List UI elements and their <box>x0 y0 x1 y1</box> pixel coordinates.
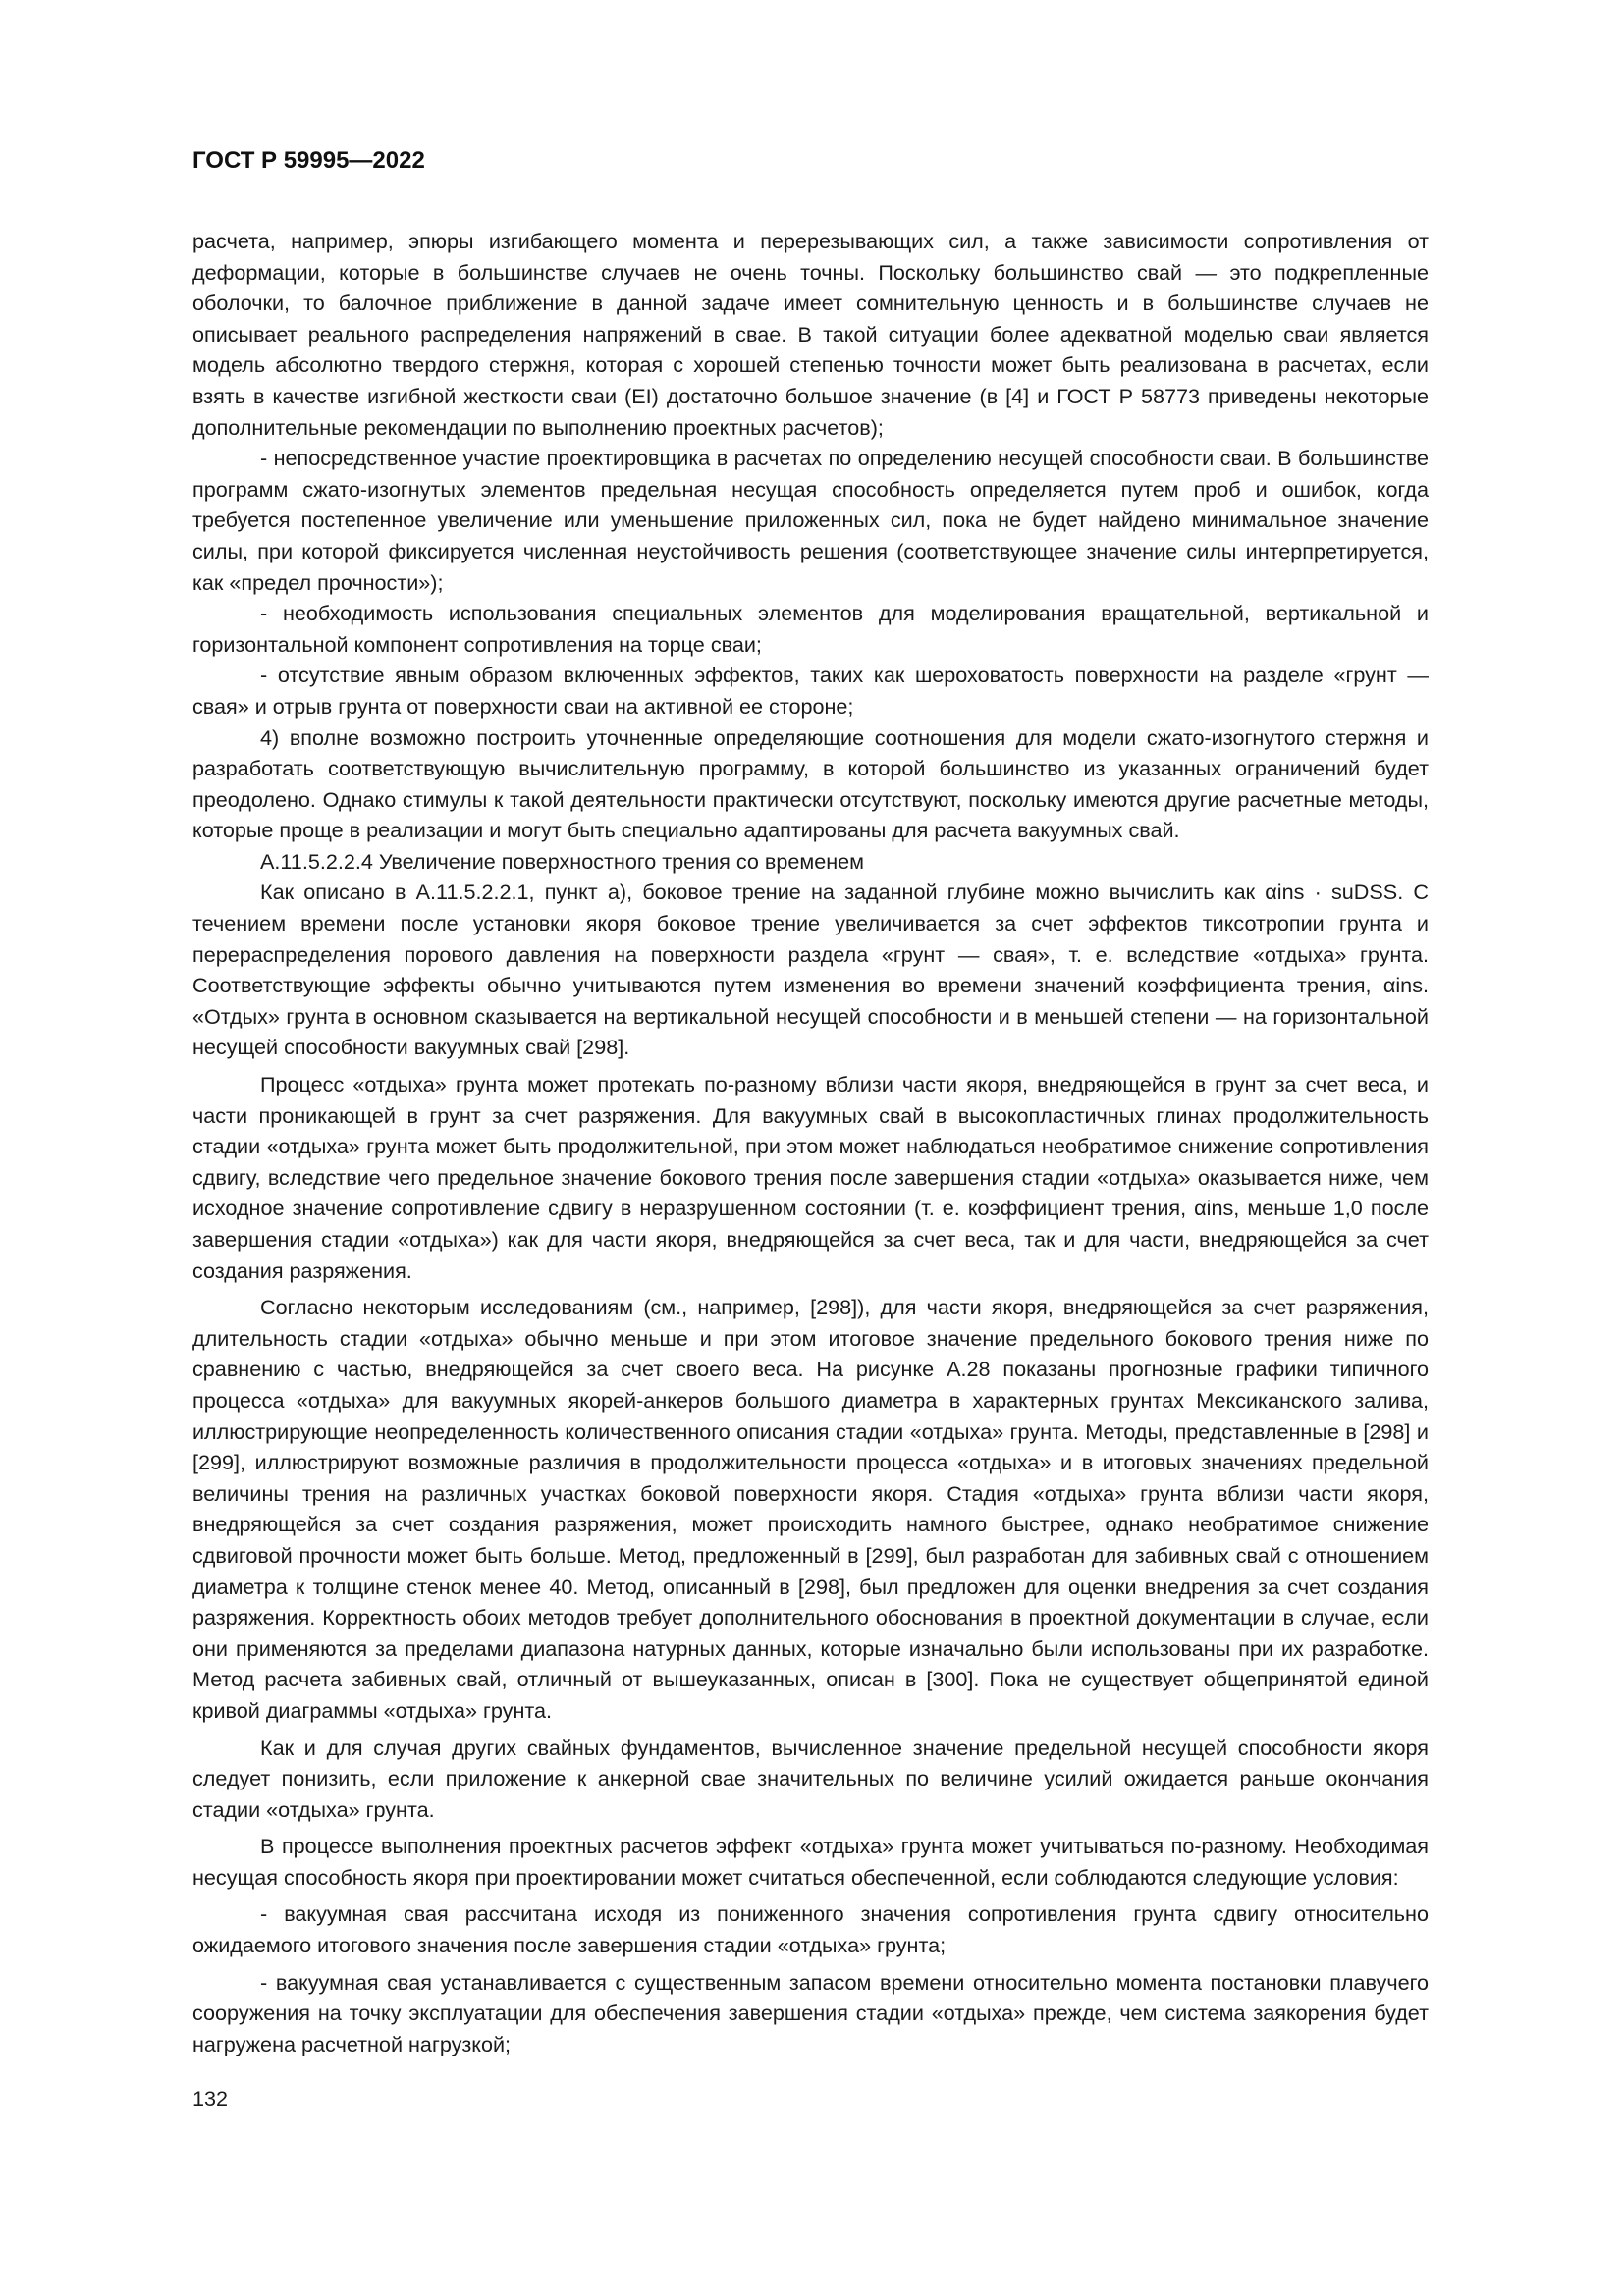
list-item: - отсутствие явным образом включенных эффектов, таких как шероховатость поверхности на разделе «грунт — свая» и отрыв грунта от поверхности сваи на активной ее стороне; <box>192 663 1429 719</box>
paragraph: Как описано в А.11.5.2.2.1, пункт а), боковое трение на заданной глубине можно вычислить как αins · suDSS. С течением времени после установки якоря боковое трение увеличивается за счет эффектов тиксотропии грунта и перераспределения порового давления на поверхности раздела «грунт — свая», т. е. вследствие «отдыха» грунта. Соответствующие эффекты обычно учитываются путем изменения во времени значений коэффициента трения, αins. «Отдых» грунта в основном сказывается на вертикальной несущей способности и в меньшей степени — на горизонтальной несущей способности вакуумных свай [298]. <box>192 880 1429 1060</box>
paragraph: Как и для случая других свайных фундаментов, вычисленное значение предельной несущей способности якоря следует понизить, если приложение к анкерной свае значительных по величине усилий ожидается раньше окончания стадии «отдыха» грунта. <box>192 1735 1429 1822</box>
section-heading: А.11.5.2.2.4 Увеличение поверхностного трения со временем <box>260 848 865 874</box>
list-item: - необходимость использования специальных элементов для моделирования вращательной, вертикальной и горизонтальной компонент сопротивления на торце сваи; <box>192 601 1429 657</box>
paragraph: расчета, например, эпюры изгибающего момента и перерезывающих сил, а также зависимости сопротивления от деформации, которые в большинстве случаев не очень точны. Поскольку большинство свай — это подкрепленные оболочки, то балочное приближение в данной задаче имеет сомнительную ценность и в большинстве случаев не описывает реального распределения напряжений в свае. В такой ситуации более адекватной моделью сваи является модель абсолютно твердого стержня, которая с хорошей степенью точности может быть реализована в расчетах, если взять в качестве изгибной жесткости сваи (EI) достаточно большое значение (в [4] и ГОСТ Р 58773 приведены некоторые дополнительные рекомендации по выполнению проектных расчетов); <box>192 229 1429 440</box>
document-header: ГОСТ Р 59995—2022 <box>192 147 425 174</box>
list-item: - вакуумная свая устанавливается с существенным запасом времени относительно момента постановки плавучего сооружения на точку эксплуатации для обеспечения завершения стадии «отдыха» прежде, чем система заякорения будет нагружена расчетной нагрузкой; <box>192 1969 1429 2056</box>
numbered-item: 4) вполне возможно построить уточненные определяющие соотношения для модели сжато-изогнутого стержня и разработать соответствующую вычислительную программу, в которой большинство из указанных ограничений будет преодолено. Однако стимулы к такой деятельности практически отсутствуют, поскольку имеются другие расчетные методы, которые проще в реализации и могут быть специально адаптированы для расчета вакуумных свай. <box>192 724 1429 843</box>
paragraph: Согласно некоторым исследованиям (см., например, [298]), для части якоря, внедряющейся за счет разряжения, длительность стадии «отдыха» обычно меньше и при этом итоговое значение предельного бокового трения ниже по сравнению с частью, внедряющейся за счет своего веса. На рисунке А.28 показаны прогнозные графики типичного процесса «отдыха» для вакуумных якорей-анкеров большого диаметра в характерных грунтах Мексиканского залива, иллюстрирующие неопределенность количественного описания стадии «отдыха» грунта. Методы, представленные в [298] и [299], иллюстрируют возможные различия в продолжительности процесса «отдыха» и в итоговых значениях предельной величины трения на различных участках боковой поверхности якоря. Стадия «отдыха» грунта вблизи части якоря, внедряющейся за счет создания разряжения, может происходить намного быстрее, однако необратимое снижение сдвиговой прочности может быть больше. Метод, предложенный в [299], был разработан для забивных свай с отношением диаметра к толщине стенок менее 40. Метод, описанный в [298], был предложен для оценки внедрения за счет создания разряжения. Корректность обоих методов требует дополнительного обоснования в проектной документации в случае, если они применяются за пределами диапазона натурных данных, которые изначально были использованы при их разработке. Метод расчета забивных свай, отличный от вышеуказанных, описан в [300]. Пока не существует общепринятой единой кривой диаграммы «отдыха» грунта. <box>192 1295 1429 1723</box>
paragraph: В процессе выполнения проектных расчетов эффект «отдыха» грунта может учитываться по-разному. Необходимая несущая способность якоря при проектировании может считаться обеспеченной, если соблюдаются следующие условия: <box>192 1834 1429 1890</box>
page-number: 132 <box>192 2086 229 2110</box>
paragraph: Процесс «отдыха» грунта может протекать по-разному вблизи части якоря, внедряющейся в грунт за счет веса, и части проникающей в грунт за счет разряжения. Для вакуумных свай в высокопластичных глинах продолжительность стадии «отдыха» грунта может быть продолжительной, при этом может наблюдаться необратимое снижение сопротивления сдвигу, вследствие чего предельное значение бокового трения после завершения стадии «отдыха» оказывается ниже, чем исходное значение сопротивление сдвигу в неразрушенном состоянии (т. е. коэффициент трения, αins, меньше 1,0 после завершения стадии «отдыха») как для части якоря, внедряющейся за счет веса, так и для части, внедряющейся за счет создания разряжения. <box>192 1072 1429 1283</box>
list-item: - вакуумная свая рассчитана исходя из пониженного значения сопротивления грунта сдвигу относительно ожидаемого итогового значения после завершения стадии «отдыха» грунта; <box>192 1901 1429 1958</box>
list-item: - непосредственное участие проектировщика в расчетах по определению несущей способности сваи. В большинстве программ сжато-изогнутых элементов предельная несущая способность определяется путем проб и ошибок, когда требуется постепенное увеличение или уменьшение приложенных сил, пока не будет найдено минимальное значение силы, при которой фиксируется численная неустойчивость решения (соответствующее значение силы интерпретируется, как «предел прочности»); <box>192 446 1429 595</box>
body-text <box>192 226 1429 2059</box>
